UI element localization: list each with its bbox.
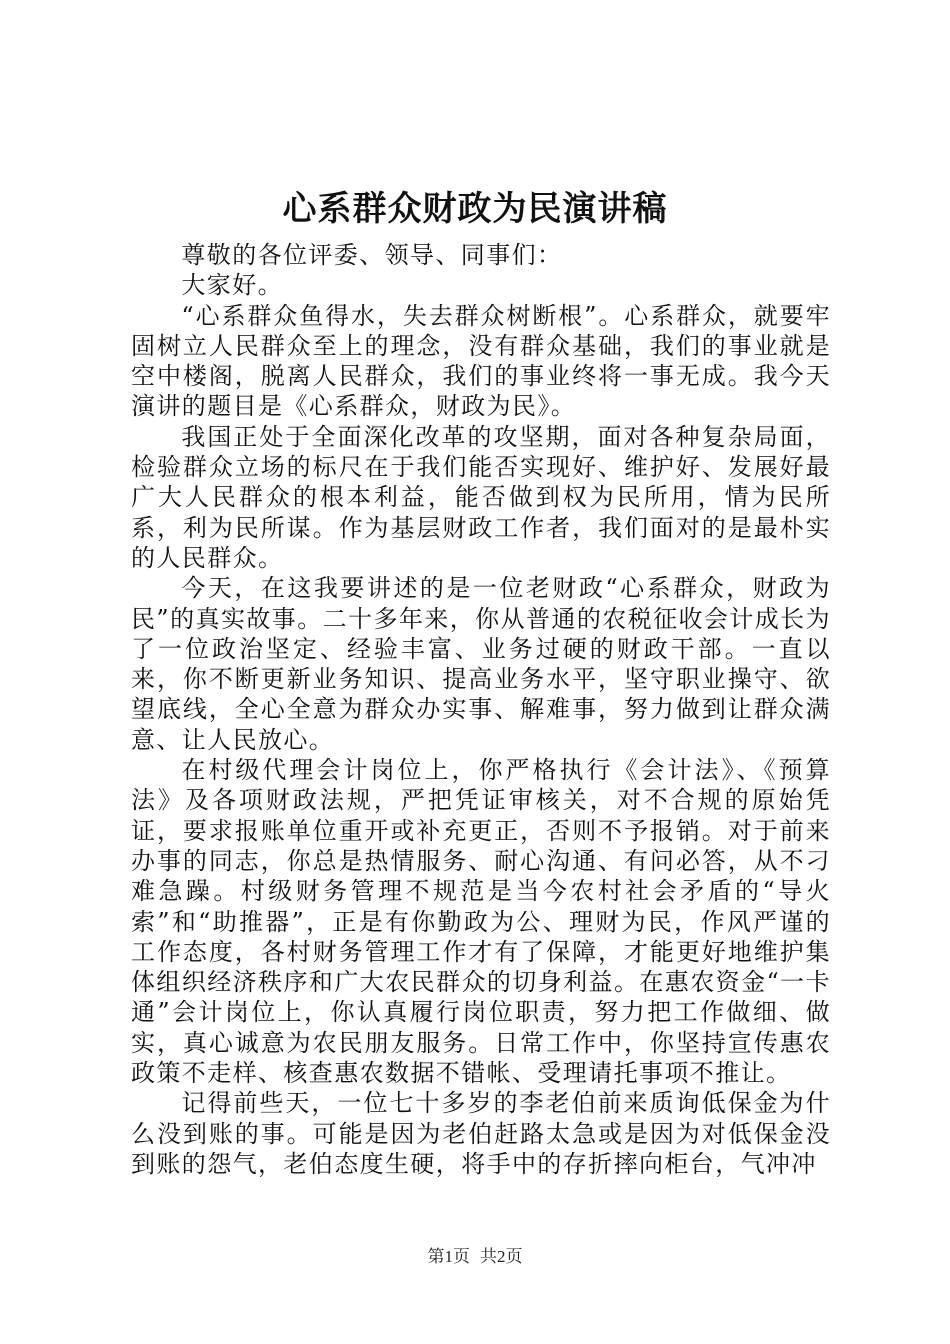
- body-paragraph: “心系群众鱼得水，失去群众树断根”。心系群众，就要牢固树立人民群众至上的理念，没有群众基础，我们的事业就是空中楼阁，脱离人民群众，我们的事业终将一事无成。我今天演讲的题目是《心系群众，财政为民》。: [131, 301, 831, 421]
- document-title: 心系群众财政为民演讲稿: [282, 189, 668, 229]
- greeting-paragraph: 大家好。: [181, 271, 283, 300]
- salutation-paragraph: 尊敬的各位评委、领导、同事们：: [181, 241, 563, 269]
- body-paragraph: 记得前些天，一位七十多岁的李老伯前来质询低保金为什么没到账的事。可能是因为老伯赶路太急或是因为对低保金没到账的怨气，老伯态度生硬，将手中的存折摔向柜台，气冲冲: [131, 1089, 831, 1178]
- page-number: 第1页: [427, 1247, 470, 1266]
- document-body: [131, 240, 831, 1179]
- body-paragraph: 在村级代理会计岗位上，你严格执行《会计法》、《预算法》及各项财政法规，严把凭证审核关，对不合规的原始凭证，要求报账单位重开或补充更正，否则不予报销。对于前来办事的同志，你总是热情服务、耐心沟通、有问必答，从不刁难急躁。村级财务管理不规范是当今农村社会矛盾的“导火索”和“助推器”，正是有你勤政为公、理财为民，作风严谨的工作态度，各村财务管理工作才有了保障，才能更好地维护集体组织经济秩序和广大农民群众的切身利益。在惠农资金“一卡通”会计岗位上，你认真履行岗位职责，努力把工作做细、做实，真心诚意为农民朋友服务。日常工作中，你坚持宣传惠农政策不走样、核查惠农数据不错帐、受理请托事项不推让。: [131, 756, 831, 1088]
- body-paragraph: 我国正处于全面深化改革的攻坚期，面对各种复杂局面，检验群众立场的标尺在于我们能否实现好、维护好、发展好最广大人民群众的根本利益，能否做到权为民所用，情为民所系，利为民所谋。作为基层财政工作者，我们面对的是最朴实的人民群众。: [131, 422, 831, 572]
- page-total: 共2页: [480, 1247, 523, 1266]
- page-footer: [0, 1246, 950, 1268]
- body-paragraph: 今天，在这我要讲述的是一位老财政“心系群众，财政为民”的真实故事。二十多年来，你从普通的农税征收会计成长为了一位政治坚定、经验丰富、业务过硬的财政干部。一直以来，你不断更新业务知识、提高业务水平，坚守职业操守、欲望底线，全心全意为群众办实事、解难事，努力做到让群众满意、让人民放心。: [131, 574, 831, 754]
